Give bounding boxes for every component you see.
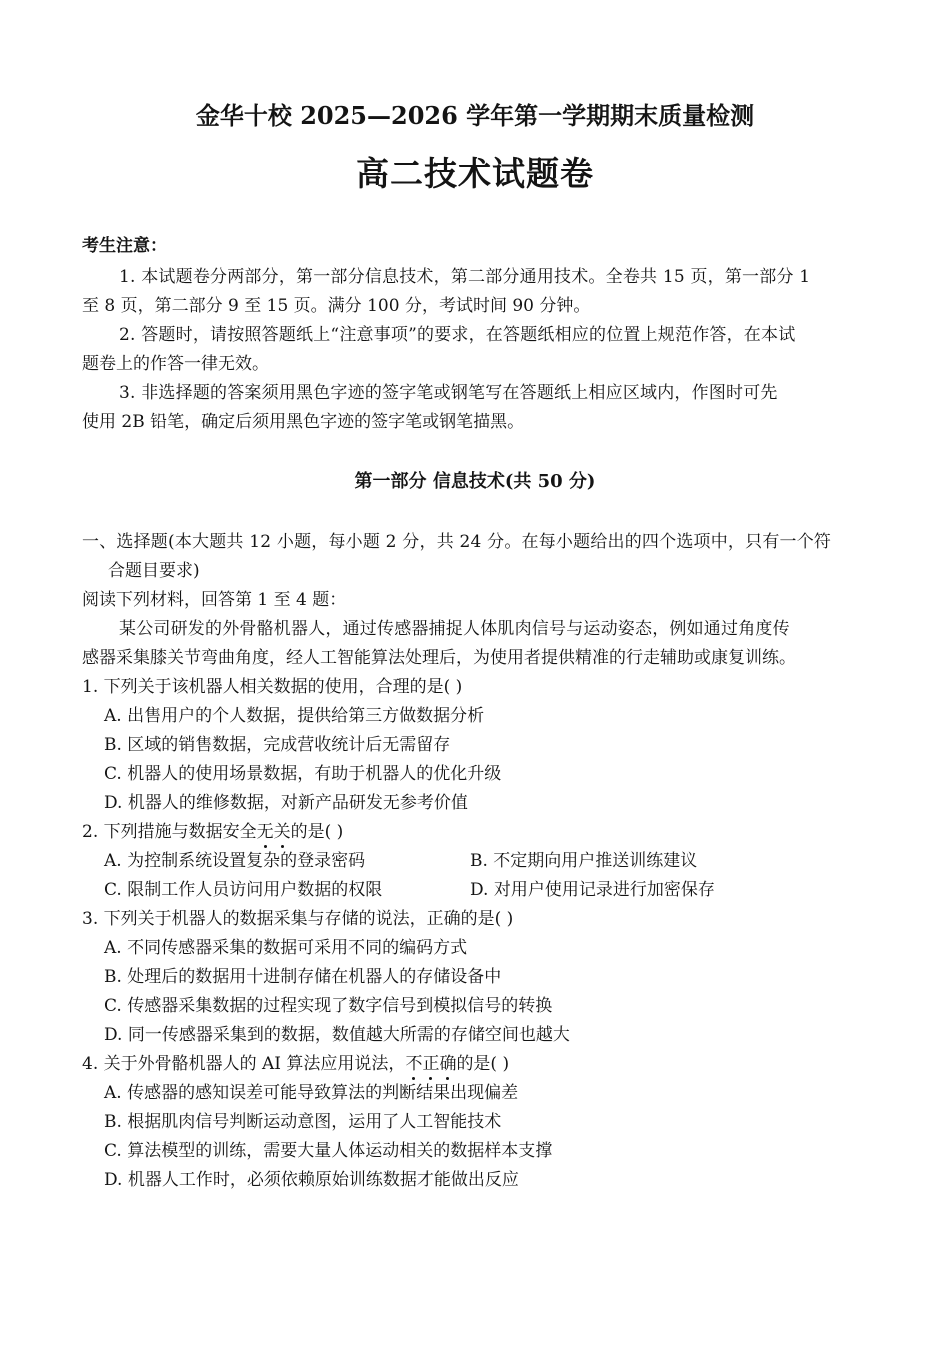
option: A. 出售用户的个人数据，提供给第三方做数据分析 bbox=[104, 706, 485, 726]
option: C. 传感器采集数据的过程实现了数字信号到模拟信号的转换 bbox=[104, 996, 553, 1016]
section-title: 第一部分 信息技术(共 50 分) bbox=[354, 471, 596, 492]
question-stem bbox=[82, 820, 343, 844]
emphasis-char: 确 bbox=[439, 1054, 457, 1074]
notice-line: 1. 本试题卷分两部分，第一部分信息技术，第二部分通用技术。全卷共 15 页，第一部分 1 bbox=[119, 267, 811, 287]
material-text: 某公司研发的外骨骼机器人，通过传感器捕捉人体肌肉信号与运动姿态，例如通过角度传 bbox=[119, 619, 790, 639]
notice-line: 至 8 页，第二部分 9 至 15 页。满分 100 分，考试时间 90 分钟。 bbox=[82, 296, 591, 316]
exam-subtitle: 高二技术试题卷 bbox=[356, 154, 594, 193]
option: B. 区域的销售数据，完成营收统计后无需留存 bbox=[104, 735, 451, 755]
notice-line: 3. 非选择题的答案须用黑色字迹的签字笔或钢笔写在答题纸上相应区域内，作图时可先 bbox=[119, 383, 778, 403]
instruction-line: 一、选择题(本大题共 12 小题，每小题 2 分，共 24 分。在每小题给出的四个选项中，只有一个符 bbox=[82, 532, 832, 552]
notice-heading: 考生注意： bbox=[82, 236, 167, 256]
stem-text: 2. 下列措施与数据安全 bbox=[82, 822, 257, 842]
option: D. 同一传感器采集到的数据，数值越大所需的存储空间也越大 bbox=[104, 1025, 570, 1045]
option: B. 处理后的数据用十进制存储在机器人的存储设备中 bbox=[104, 967, 502, 987]
stem-text: 的是( ) bbox=[456, 1054, 510, 1074]
option: A. 为控制系统设置复杂的登录密码 bbox=[104, 851, 366, 871]
notice-line: 2. 答题时，请按照答题纸上“注意事项”的要求，在答题纸相应的位置上规范作答，在本试 bbox=[119, 325, 796, 345]
question-stem bbox=[82, 1052, 509, 1076]
notice-line: 题卷上的作答一律无效。 bbox=[82, 354, 269, 374]
option: C. 限制工作人员访问用户数据的权限 bbox=[104, 880, 383, 900]
emphasis-char: 不 bbox=[405, 1054, 423, 1074]
option: B. 根据肌肉信号判断运动意图，运用了人工智能技术 bbox=[104, 1112, 502, 1132]
option: A. 不同传感器采集的数据可采用不同的编码方式 bbox=[104, 938, 468, 958]
option: B. 不定期向用户推送训练建议 bbox=[470, 851, 698, 871]
option: D. 机器人工作时，必须依赖原始训练数据才能做出反应 bbox=[104, 1170, 519, 1190]
question-stem: 3. 下列关于机器人的数据采集与存储的说法，正确的是( ) bbox=[82, 909, 514, 929]
material-text: 感器采集膝关节弯曲角度，经人工智能算法处理后，为使用者提供精准的行走辅助或康复训练。 bbox=[82, 648, 796, 668]
option: D. 对用户使用记录进行加密保存 bbox=[470, 880, 715, 900]
option: C. 算法模型的训练，需要大量人体运动相关的数据样本支撑 bbox=[104, 1141, 553, 1161]
option: A. 传感器的感知误差可能导致算法的判断结果出现偏差 bbox=[104, 1083, 519, 1103]
notice-line: 使用 2B 铅笔，确定后须用黑色字迹的签字笔或钢笔描黑。 bbox=[82, 412, 525, 432]
emphasis-char: 关 bbox=[273, 822, 291, 842]
emphasis-char: 正 bbox=[422, 1054, 440, 1074]
stem-text: 的是( ) bbox=[290, 822, 344, 842]
stem-text: 4. 关于外骨骼机器人的 AI 算法应用说法， bbox=[82, 1054, 406, 1074]
question-stem: 1. 下列关于该机器人相关数据的使用，合理的是( ) bbox=[82, 677, 463, 697]
option: D. 机器人的维修数据，对新产品研发无参考价值 bbox=[104, 793, 468, 813]
reading-intro: 阅读下列材料，回答第 1 至 4 题： bbox=[82, 590, 347, 610]
exam-title: 金华十校 2025—2026 学年第一学期期末质量检测 bbox=[195, 101, 755, 130]
instruction-line: 合题目要求) bbox=[108, 561, 200, 581]
emphasis-char: 无 bbox=[256, 822, 274, 842]
option: C. 机器人的使用场景数据，有助于机器人的优化升级 bbox=[104, 764, 502, 784]
